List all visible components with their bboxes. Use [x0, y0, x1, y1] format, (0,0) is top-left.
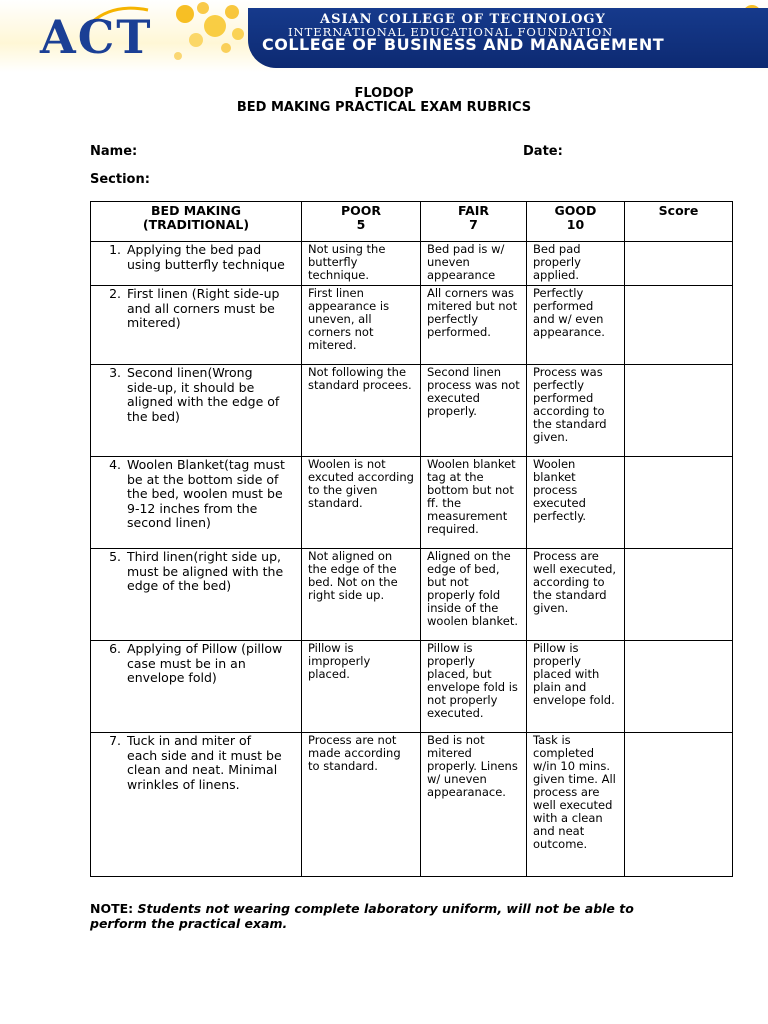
criteria-text: First linen (Right side-up and all corners must be mitered) — [127, 286, 280, 330]
criteria-cell — [91, 365, 302, 457]
criteria-cell — [91, 641, 302, 733]
score-cell — [625, 365, 733, 457]
fair-cell: All corners was mitered but not perfectly performed. — [421, 286, 527, 365]
good-cell: Woolen blanket process executed perfectly. — [527, 457, 625, 549]
name-label: Name: — [90, 144, 138, 159]
fair-cell: Bed is not mitered properly. Linens w/ uneven appearanace. — [421, 733, 527, 877]
criteria-number: 2. — [109, 286, 121, 301]
header-line-1: ASIAN COLLEGE OF TECHNOLOGY — [320, 12, 606, 27]
fair-cell: Second linen process was not executed properly. — [421, 365, 527, 457]
header-score — [625, 202, 733, 242]
good-cell: Process was perfectly performed according to the standard given. — [527, 365, 625, 457]
poor-cell: Woolen is not excuted according to the given standard. — [302, 457, 421, 549]
header-fair-label: FAIR — [457, 203, 490, 218]
header-good — [527, 202, 625, 242]
header-criteria — [91, 202, 302, 242]
criteria-text: Applying of Pillow (pillow case must be in an envelope fold) — [127, 641, 283, 685]
document-title: FLODOP — [354, 86, 414, 101]
good-cell: Pillow is properly placed with plain and envelope fold. — [527, 641, 625, 733]
header-fair — [421, 202, 527, 242]
criteria-number: 5. — [109, 549, 121, 564]
criteria-text: Third linen(right side up, must be aligned with the edge of the bed) — [127, 549, 284, 593]
table-row — [91, 733, 733, 877]
header-good-points: 10 — [566, 217, 585, 232]
fair-cell: Pillow is properly placed, but envelope fold is not properly executed. — [421, 641, 527, 733]
criteria-number: 4. — [109, 457, 121, 472]
header-poor — [302, 202, 421, 242]
poor-cell: Pillow is improperly placed. — [302, 641, 421, 733]
note — [90, 901, 670, 931]
header-criteria-line2: (TRADITIONAL) — [142, 217, 250, 232]
poor-cell: Process are not made according to standard. — [302, 733, 421, 877]
header-fair-points: 7 — [469, 217, 478, 232]
note-label: NOTE: — [90, 901, 134, 916]
good-cell: Perfectly performed and w/ even appearance. — [527, 286, 625, 365]
criteria-text: Second linen(Wrong side-up, it should be aligned with the edge of the bed) — [127, 365, 280, 424]
poor-cell: Not using the butterfly technique. — [302, 242, 421, 286]
criteria-number: 1. — [109, 242, 121, 257]
score-cell — [625, 286, 733, 365]
header-line-3: COLLEGE OF BUSINESS AND MANAGEMENT — [262, 35, 665, 54]
score-cell — [625, 549, 733, 641]
document-subtitle: BED MAKING PRACTICAL EXAM RUBRICS — [236, 100, 532, 115]
score-cell — [625, 733, 733, 877]
score-cell — [625, 242, 733, 286]
criteria-number: 6. — [109, 641, 121, 656]
fair-cell: Aligned on the edge of bed, but not properly fold inside of the woolen blanket. — [421, 549, 527, 641]
table-row — [91, 242, 733, 286]
score-cell — [625, 457, 733, 549]
poor-cell: First linen appearance is uneven, all corners not mitered. — [302, 286, 421, 365]
good-cell: Bed pad properly applied. — [527, 242, 625, 286]
header-banner — [0, 0, 768, 72]
header-good-label: GOOD — [554, 203, 597, 218]
score-cell — [625, 641, 733, 733]
rubric-table — [90, 201, 733, 877]
header-score-label: Score — [658, 203, 699, 218]
table-row — [91, 457, 733, 549]
header-poor-points: 5 — [356, 217, 366, 232]
header-criteria-line1: BED MAKING — [151, 203, 241, 218]
header-line-2: INTERNATIONAL EDUCATIONAL FOUNDATION — [288, 25, 614, 39]
date-label: Date: — [523, 144, 563, 159]
table-row — [91, 549, 733, 641]
header-poor-label: POOR — [340, 203, 382, 218]
criteria-cell — [91, 242, 302, 286]
note-text: Students not wearing complete laboratory uniform, will not be able to perform the practical exam. — [90, 901, 634, 931]
good-cell: Task is completed w/in 10 mins. given time. All process are well executed with a clean and neat outcome. — [527, 733, 625, 877]
criteria-text: Tuck in and miter of each side and it must be clean and neat. Minimal wrinkles of linens. — [127, 733, 282, 792]
poor-cell: Not following the standard procees. — [302, 365, 421, 457]
table-header-row — [91, 202, 733, 242]
fair-cell: Bed pad is w/ uneven appearance — [421, 242, 527, 286]
criteria-number: 7. — [109, 733, 121, 748]
act-logo: ACT — [40, 10, 153, 64]
fair-cell: Woolen blanket tag at the bottom but not ff. the measurement required. — [421, 457, 527, 549]
criteria-text: Woolen Blanket(tag must be at the bottom side of the bed, woolen must be 9-12 inches from the second linen) — [127, 457, 285, 530]
table-row — [91, 365, 733, 457]
criteria-number: 3. — [109, 365, 121, 380]
poor-cell: Not aligned on the edge of the bed. Not on the right side up. — [302, 549, 421, 641]
criteria-text: Applying the bed pad using butterfly technique — [127, 242, 285, 272]
criteria-cell — [91, 733, 302, 877]
table-row — [91, 641, 733, 733]
criteria-cell — [91, 457, 302, 549]
criteria-cell — [91, 549, 302, 641]
criteria-cell — [91, 286, 302, 365]
good-cell: Process are well executed, according to the standard given. — [527, 549, 625, 641]
section-label: Section: — [90, 172, 150, 187]
table-row — [91, 286, 733, 365]
